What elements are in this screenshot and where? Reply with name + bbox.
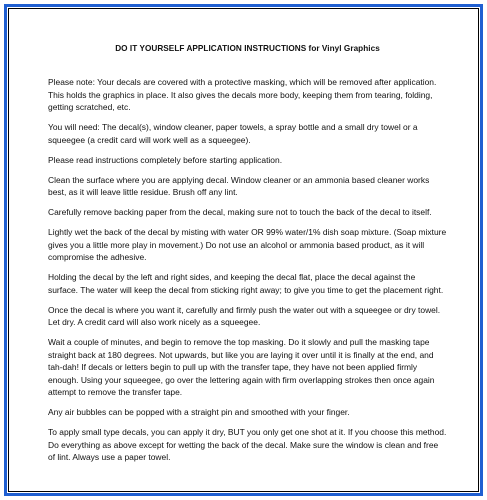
paragraph-place-decal: Holding the decal by the left and right sides, and keeping the decal flat, place the decal against the surface. The water will keep the decal from sticking right away; to give you time to get the placement right. bbox=[48, 272, 444, 295]
paragraph-clean-surface: Clean the surface where you are applying decal. Window cleaner or an ammonia based cleaner works best, as it will leave little residue. Brush off any lint. bbox=[48, 174, 430, 197]
paragraph-masking-note: Please note: Your decals are covered with a protective masking, which will be removed after application. This holds the graphics in place. It also gives the decals more body, keeping them from tearing, folding, getting scratched, etc. bbox=[48, 77, 437, 112]
document-body bbox=[48, 43, 447, 471]
paragraph-remove-masking: Wait a couple of minutes, and begin to remove the top masking. Do it slowly and pull the masking tape straight back at 180 degrees. Not upwards, but like you are laying it over until it is finally at the end, and tah-dah! If decals or letters begin to pull up with the transfer tape, they have not been applied firmly enough. Using your squeegee, go over the lettering again with firm overlapping strokes then once again attempt to remove the transfer tape. bbox=[48, 337, 435, 397]
document-title: DO IT YOURSELF APPLICATION INSTRUCTIONS for Vinyl Graphics bbox=[115, 44, 380, 53]
paragraph-air-bubbles: Any air bubbles can be popped with a straight pin and smoothed with your finger. bbox=[48, 407, 350, 417]
paragraph-remove-backing: Carefully remove backing paper from the decal, making sure not to touch the back of the decal to itself. bbox=[48, 207, 432, 217]
paragraph-supplies: You will need: The decal(s), window cleaner, paper towels, a spray bottle and a small dry towel or a squeegee (a credit card will work well as a squeegee). bbox=[48, 122, 418, 145]
paragraph-dry-application: To apply small type decals, you can apply it dry, BUT you only get one shot at it. If you choose this method. Do everything as above except for wetting the back of the decal. Make sure the window is clean and free of lint. Always use a paper towel. bbox=[48, 427, 447, 462]
paragraph-squeegee: Once the decal is where you want it, carefully and firmly push the water out with a squeegee or dry towel. Let dry. A credit card will also work nicely as a squeegee. bbox=[48, 304, 441, 327]
paragraph-wet-decal: Lightly wet the back of the decal by misting with water OR 99% water/1% dish soap mixture. (Soap mixture gives you a little more play in movement.) Do not use an alcohol or ammonia based product, as it will compromise the adhesive. bbox=[48, 227, 447, 262]
instruction-sheet-frame bbox=[4, 4, 483, 496]
paragraph-read-first: Please read instructions completely before starting application. bbox=[48, 154, 283, 165]
